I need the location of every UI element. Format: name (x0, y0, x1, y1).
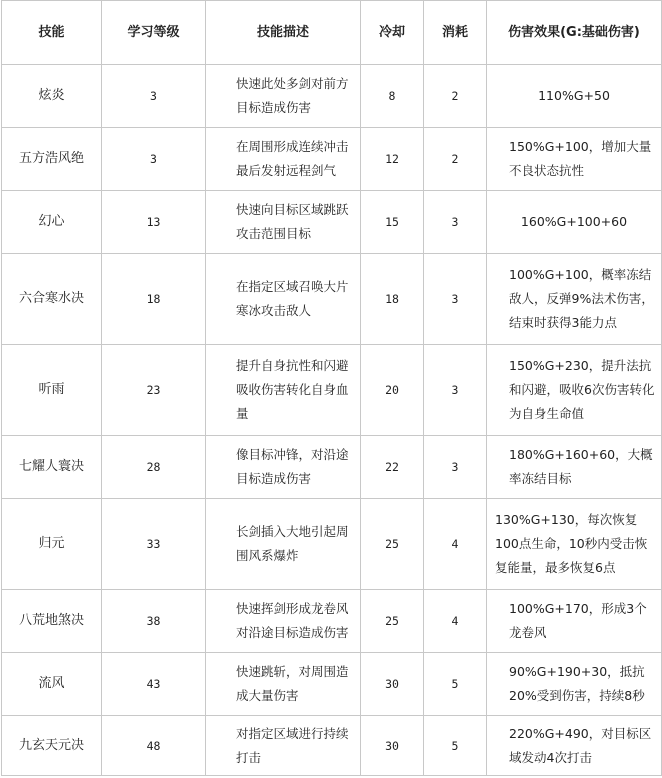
table-row (2, 65, 662, 128)
skill-effect: 100%G+170，形成3个龙卷风 (487, 590, 662, 653)
skill-cooldown: 15 (361, 191, 424, 254)
header-desc: 技能描述 (206, 1, 361, 65)
table-row (2, 436, 662, 499)
skill-desc: 在周围形成连续冲击最后发射远程剑气 (206, 128, 361, 191)
skill-desc: 在指定区域召唤大片寒冰攻击敌人 (206, 254, 361, 345)
table-row (2, 254, 662, 345)
header-cooldown: 冷却 (361, 1, 424, 65)
skill-cost: 3 (424, 191, 487, 254)
skill-name: 归元 (2, 499, 102, 590)
skill-name: 流风 (2, 653, 102, 716)
table-row (2, 716, 662, 776)
header-level: 学习等级 (102, 1, 206, 65)
skill-desc: 快速挥剑形成龙卷风对沿途目标造成伤害 (206, 590, 361, 653)
table-row (2, 345, 662, 436)
skill-level: 48 (102, 716, 206, 776)
skill-name: 七耀人寰决 (2, 436, 102, 499)
skill-desc: 长剑插入大地引起周围风系爆炸 (206, 499, 361, 590)
skill-cooldown: 12 (361, 128, 424, 191)
skill-effect: 100%G+100，概率冻结敌人，反弹9%法术伤害，结束时获得3能力点 (487, 254, 662, 345)
skill-table (1, 0, 662, 776)
skill-desc: 提升自身抗性和闪避吸收伤害转化自身血量 (206, 345, 361, 436)
table-row (2, 191, 662, 254)
skill-level: 23 (102, 345, 206, 436)
skill-cost: 2 (424, 128, 487, 191)
skill-cost: 2 (424, 65, 487, 128)
skill-level: 38 (102, 590, 206, 653)
skill-cost: 4 (424, 499, 487, 590)
skill-name: 六合寒水决 (2, 254, 102, 345)
skill-desc: 对指定区域进行持续打击 (206, 716, 361, 776)
skill-level: 43 (102, 653, 206, 716)
skill-cooldown: 18 (361, 254, 424, 345)
header-cost: 消耗 (424, 1, 487, 65)
skill-effect: 150%G+100，增加大量不良状态抗性 (487, 128, 662, 191)
skill-effect: 150%G+230，提升法抗和闪避，吸收6次伤害转化为自身生命值 (487, 345, 662, 436)
skill-desc: 快速跳斩，对周围造成大量伤害 (206, 653, 361, 716)
skill-level: 3 (102, 128, 206, 191)
skill-name: 听雨 (2, 345, 102, 436)
skill-effect: 130%G+130，每次恢复100点生命，10秒内受击恢复能量，最多恢复6点 (487, 499, 662, 590)
skill-name: 幻心 (2, 191, 102, 254)
header-row (2, 1, 662, 65)
skill-name: 九玄天元决 (2, 716, 102, 776)
skill-cost: 5 (424, 716, 487, 776)
skill-cost: 4 (424, 590, 487, 653)
skill-level: 33 (102, 499, 206, 590)
skill-cooldown: 30 (361, 716, 424, 776)
skill-cooldown: 8 (361, 65, 424, 128)
skill-desc: 快速此处多剑对前方目标造成伤害 (206, 65, 361, 128)
header-effect: 伤害效果(G:基础伤害) (487, 1, 662, 65)
skill-level: 28 (102, 436, 206, 499)
skill-effect: 180%G+160+60，大概率冻结目标 (487, 436, 662, 499)
skill-level: 3 (102, 65, 206, 128)
skill-effect: 160%G+100+60 (487, 191, 662, 254)
skill-desc: 像目标冲锋，对沿途目标造成伤害 (206, 436, 361, 499)
table-row (2, 499, 662, 590)
skill-level: 18 (102, 254, 206, 345)
skill-cooldown: 30 (361, 653, 424, 716)
skill-cost: 5 (424, 653, 487, 716)
skill-cooldown: 22 (361, 436, 424, 499)
skill-level: 13 (102, 191, 206, 254)
header-skill: 技能 (2, 1, 102, 65)
table-row (2, 653, 662, 716)
skill-cost: 3 (424, 436, 487, 499)
skill-effect: 110%G+50 (487, 65, 662, 128)
table-row (2, 590, 662, 653)
skill-cost: 3 (424, 345, 487, 436)
skill-name: 炫炎 (2, 65, 102, 128)
skill-effect: 90%G+190+30，抵抗20%受到伤害，持续8秒 (487, 653, 662, 716)
skill-desc: 快速向目标区域跳跃攻击范围目标 (206, 191, 361, 254)
skill-name: 八荒地煞决 (2, 590, 102, 653)
skill-cooldown: 25 (361, 499, 424, 590)
skill-cooldown: 20 (361, 345, 424, 436)
table-row (2, 128, 662, 191)
skill-cooldown: 25 (361, 590, 424, 653)
skill-name: 五方浩风绝 (2, 128, 102, 191)
skill-effect: 220%G+490，对目标区域发动4次打击 (487, 716, 662, 776)
skill-cost: 3 (424, 254, 487, 345)
